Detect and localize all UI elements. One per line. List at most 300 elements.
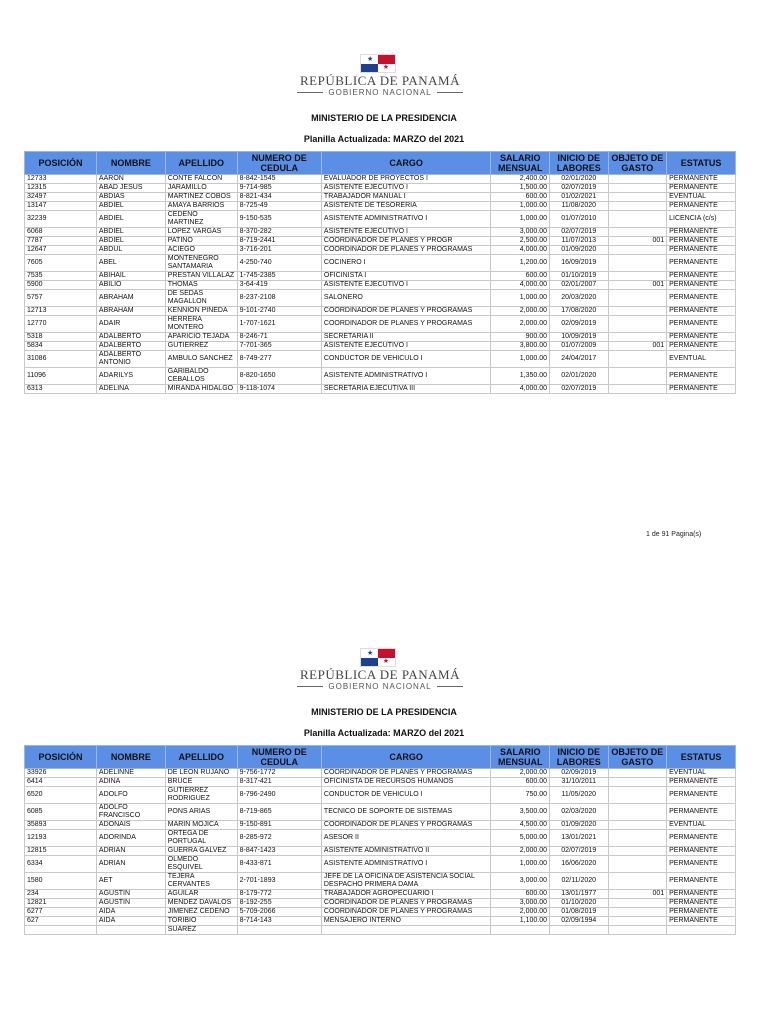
table-row xyxy=(25,351,736,368)
cell-estatus: PERMANENTE xyxy=(667,917,736,926)
table-row xyxy=(25,255,736,272)
cell-posicion: 12647 xyxy=(25,246,97,255)
cell-cedula xyxy=(237,926,321,935)
cell-objeto-gasto xyxy=(608,856,667,873)
cell-cargo: COORDINADOR DE PLANES Y PROGRAMAS xyxy=(321,769,491,778)
table-row xyxy=(25,246,736,255)
cell-cedula: 8-719-2441 xyxy=(237,237,321,246)
cell-inicio: 01/08/2019 xyxy=(550,908,609,917)
cell-objeto-gasto xyxy=(608,202,667,211)
table-row xyxy=(25,316,736,333)
cell-cedula: 8-179-772 xyxy=(237,890,321,899)
table-row xyxy=(25,873,736,890)
col-header: NOMBRE xyxy=(96,746,165,769)
republic-title: REPÚBLICA DE PANAMÁ xyxy=(300,73,460,88)
ministry-title: MINISTERIO DE LA PRESIDENCIA xyxy=(311,113,457,123)
cell-inicio: 11/07/2013 xyxy=(550,237,609,246)
cell-nombre: ADAIR xyxy=(96,316,165,333)
cell-estatus: PERMANENTE xyxy=(667,787,736,804)
cell-inicio: 02/01/2020 xyxy=(550,175,609,184)
cell-apellido: PRESTAN VILLALAZ xyxy=(165,272,237,281)
cell-cedula: 8-433-871 xyxy=(237,856,321,873)
cell-posicion: 12193 xyxy=(25,830,97,847)
cell-inicio: 02/07/2019 xyxy=(550,385,609,394)
cell-apellido: APARICIO TEJADA xyxy=(165,333,237,342)
cell-apellido: DE LEON RUJANO xyxy=(165,769,237,778)
cell-inicio: 13/01/1977 xyxy=(550,890,609,899)
cell-objeto-gasto xyxy=(608,307,667,316)
cell-cargo: ASISTENTE ADMINISTRATIVO II xyxy=(321,847,491,856)
table-row xyxy=(25,184,736,193)
cell-cedula: 2-701-1893 xyxy=(237,873,321,890)
cell-salario: 1,000.00 xyxy=(491,290,550,307)
cell-cedula: 8-821-434 xyxy=(237,193,321,202)
cell-cargo: COORDINADOR DE PLANES Y PROGRAMAS xyxy=(321,821,491,830)
cell-cargo: ASISTENTE EJECUTIVO I xyxy=(321,281,491,290)
cell-apellido: KENNION PINEDA xyxy=(165,307,237,316)
cell-cedula: 8-714-143 xyxy=(237,917,321,926)
cell-posicion: 6334 xyxy=(25,856,97,873)
cell-apellido: GUTIERREZ xyxy=(165,342,237,351)
cell-nombre: AIDA xyxy=(96,908,165,917)
cell-cargo: ASISTENTE EJECUTIVO I xyxy=(321,342,491,351)
panama-flag-icon: ★ ★ xyxy=(360,648,396,667)
cell-nombre: ABDIEL xyxy=(96,228,165,237)
planilla-subtitle: Planilla Actualizada: MARZO del 2021 xyxy=(303,728,465,738)
cell-inicio: 02/11/2020 xyxy=(550,873,609,890)
cell-inicio: 20/03/2020 xyxy=(550,290,609,307)
payroll-table xyxy=(24,745,736,935)
cell-cargo: COCINERO I xyxy=(321,255,491,272)
cell-estatus: PERMANENTE xyxy=(667,804,736,821)
table-row xyxy=(25,917,736,926)
cell-posicion: 6068 xyxy=(25,228,97,237)
table-row xyxy=(25,804,736,821)
cell-objeto-gasto xyxy=(608,873,667,890)
cell-estatus: EVENTUAL xyxy=(667,351,736,368)
cell-estatus: LICENCIA (c/s) xyxy=(667,211,736,228)
cell-nombre: ABEL xyxy=(96,255,165,272)
cell-nombre: ADALBERTO xyxy=(96,342,165,351)
cell-posicion: 31086 xyxy=(25,351,97,368)
cell-cargo: ASISTENTE EJECUTIVO I xyxy=(321,184,491,193)
cell-salario: 900.00 xyxy=(491,333,550,342)
cell-estatus: PERMANENTE xyxy=(667,281,736,290)
cell-apellido: ORTEGA DE PORTUGAL xyxy=(165,830,237,847)
table-header-row xyxy=(25,746,736,769)
cell-apellido: CONTE FALCON xyxy=(165,175,237,184)
cell-nombre: ADINA xyxy=(96,778,165,787)
government-subtitle: GOBIERNO NACIONAL xyxy=(280,682,480,691)
cell-apellido: JARAMILLO xyxy=(165,184,237,193)
cell-objeto-gasto xyxy=(608,804,667,821)
cell-nombre: ABDIEL xyxy=(96,237,165,246)
cell-cedula: 8-820-1650 xyxy=(237,368,321,385)
cell-estatus: PERMANENTE xyxy=(667,316,736,333)
table-row xyxy=(25,237,736,246)
table-row xyxy=(25,202,736,211)
cell-inicio: 02/09/2019 xyxy=(550,769,609,778)
cell-objeto-gasto xyxy=(608,333,667,342)
cell-inicio: 02/09/2019 xyxy=(550,316,609,333)
cell-objeto-gasto xyxy=(608,926,667,935)
cell-salario: 600.00 xyxy=(491,272,550,281)
cell-objeto-gasto xyxy=(608,316,667,333)
cell-posicion: 7535 xyxy=(25,272,97,281)
cell-inicio: 10/09/2019 xyxy=(550,333,609,342)
cell-apellido: AMBULO SANCHEZ xyxy=(165,351,237,368)
cell-objeto-gasto xyxy=(608,821,667,830)
cell-posicion: 6414 xyxy=(25,778,97,787)
table-row xyxy=(25,385,736,394)
cell-nombre: ADONAIS xyxy=(96,821,165,830)
cell-salario: 3,500.00 xyxy=(491,804,550,821)
cell-cedula: 7-701-365 xyxy=(237,342,321,351)
cell-cargo: COORDINADOR DE PLANES Y PROGR xyxy=(321,237,491,246)
col-header: POSICIÓN xyxy=(25,152,97,175)
cell-nombre: ADORINDA xyxy=(96,830,165,847)
table-row xyxy=(25,368,736,385)
cell-objeto-gasto: 001 xyxy=(608,281,667,290)
table-row xyxy=(25,342,736,351)
cell-salario: 600.00 xyxy=(491,778,550,787)
cell-estatus: PERMANENTE xyxy=(667,856,736,873)
cell-apellido: AGUILAR xyxy=(165,890,237,899)
cell-inicio: 11/05/2020 xyxy=(550,787,609,804)
col-header: NOMBRE xyxy=(96,152,165,175)
cell-salario: 2,000.00 xyxy=(491,316,550,333)
table-row xyxy=(25,290,736,307)
cell-nombre: ADALBERTO ANTONIO xyxy=(96,351,165,368)
cell-cedula: 1-707-1621 xyxy=(237,316,321,333)
col-header: APELLIDO xyxy=(165,152,237,175)
cell-nombre: ABDIAS xyxy=(96,193,165,202)
cell-nombre: ADRIAN xyxy=(96,847,165,856)
cell-cedula: 8-796-2490 xyxy=(237,787,321,804)
cell-cedula: 3-716-201 xyxy=(237,246,321,255)
cell-apellido: LOPEZ VARGAS xyxy=(165,228,237,237)
cell-inicio: 02/07/2019 xyxy=(550,228,609,237)
cell-nombre: ADOLFO xyxy=(96,787,165,804)
cell-nombre: ABDIEL xyxy=(96,211,165,228)
cell-cargo: SECRETARIA II xyxy=(321,333,491,342)
cell-posicion: 5834 xyxy=(25,342,97,351)
cell-cedula: 8-749-277 xyxy=(237,351,321,368)
cell-objeto-gasto xyxy=(608,917,667,926)
cell-cedula: 8-192-255 xyxy=(237,899,321,908)
col-header: INICIO DE LABORES xyxy=(550,746,609,769)
cell-cargo: COORDINADOR DE PLANES Y PROGRAMAS xyxy=(321,246,491,255)
cell-salario: 2,000.00 xyxy=(491,769,550,778)
cell-posicion: 32239 xyxy=(25,211,97,228)
cell-objeto-gasto xyxy=(608,908,667,917)
cell-posicion: 12315 xyxy=(25,184,97,193)
cell-nombre: ABILIO xyxy=(96,281,165,290)
cell-objeto-gasto: 001 xyxy=(608,890,667,899)
table-row xyxy=(25,211,736,228)
table-row xyxy=(25,821,736,830)
cell-inicio: 02/01/2007 xyxy=(550,281,609,290)
cell-nombre: ABDIEL xyxy=(96,202,165,211)
cell-objeto-gasto xyxy=(608,830,667,847)
cell-salario xyxy=(491,926,550,935)
cell-posicion: 627 xyxy=(25,917,97,926)
cell-salario: 1,000.00 xyxy=(491,211,550,228)
cell-posicion: 6313 xyxy=(25,385,97,394)
cell-posicion: 5318 xyxy=(25,333,97,342)
cell-posicion: 6277 xyxy=(25,908,97,917)
col-header: INICIO DE LABORES xyxy=(550,152,609,175)
cell-cedula: 4-250-740 xyxy=(237,255,321,272)
cell-inicio: 01/07/2009 xyxy=(550,342,609,351)
table-row xyxy=(25,228,736,237)
cell-inicio: 02/07/2019 xyxy=(550,184,609,193)
cell-salario: 2,000.00 xyxy=(491,307,550,316)
cell-cedula: 8-719-865 xyxy=(237,804,321,821)
cell-estatus: PERMANENTE xyxy=(667,290,736,307)
cell-salario: 600.00 xyxy=(491,193,550,202)
cell-nombre: AET xyxy=(96,873,165,890)
cell-estatus: PERMANENTE xyxy=(667,908,736,917)
cell-cargo: CONDUCTOR DE VEHICULO I xyxy=(321,787,491,804)
cell-salario: 1,200.00 xyxy=(491,255,550,272)
cell-salario: 5,000.00 xyxy=(491,830,550,847)
cell-cedula: 8-725-49 xyxy=(237,202,321,211)
cell-nombre: ADELINA xyxy=(96,385,165,394)
cell-posicion: 12733 xyxy=(25,175,97,184)
cell-posicion: 13147 xyxy=(25,202,97,211)
cell-objeto-gasto xyxy=(608,385,667,394)
cell-posicion: 12815 xyxy=(25,847,97,856)
cell-cargo: COORDINADOR DE PLANES Y PROGRAMAS xyxy=(321,316,491,333)
cell-salario: 1,500.00 xyxy=(491,184,550,193)
cell-estatus: PERMANENTE xyxy=(667,847,736,856)
table-header-row xyxy=(25,152,736,175)
cell-salario: 3,000.00 xyxy=(491,228,550,237)
cell-salario: 1,350.00 xyxy=(491,368,550,385)
cell-inicio xyxy=(550,926,609,935)
cell-posicion: 6520 xyxy=(25,787,97,804)
table-row xyxy=(25,193,736,202)
cell-posicion: 7605 xyxy=(25,255,97,272)
cell-inicio: 11/08/2020 xyxy=(550,202,609,211)
cell-cedula: 8-847-1423 xyxy=(237,847,321,856)
cell-nombre: ABRAHAM xyxy=(96,307,165,316)
cell-nombre: AIDA xyxy=(96,917,165,926)
col-header: SALARIO MENSUAL xyxy=(491,152,550,175)
cell-cargo: COORDINADOR DE PLANES Y PROGRAMAS xyxy=(321,908,491,917)
ministry-title: MINISTERIO DE LA PRESIDENCIA xyxy=(311,707,457,717)
cell-apellido: DE SEDAS MAGALLON xyxy=(165,290,237,307)
cell-apellido: MENDEZ DAVALOS xyxy=(165,899,237,908)
cell-cargo: MENSAJERO INTERNO xyxy=(321,917,491,926)
cell-objeto-gasto xyxy=(608,899,667,908)
cell-salario: 4,000.00 xyxy=(491,281,550,290)
cell-apellido: MARIN MOJICA xyxy=(165,821,237,830)
cell-salario: 1,100.00 xyxy=(491,917,550,926)
cell-posicion: 11096 xyxy=(25,368,97,385)
cell-cedula: 5-709-2066 xyxy=(237,908,321,917)
cell-cargo: SALONERO xyxy=(321,290,491,307)
cell-posicion: 35893 xyxy=(25,821,97,830)
cell-inicio: 02/07/2019 xyxy=(550,847,609,856)
cell-cedula: 9-714-985 xyxy=(237,184,321,193)
cell-salario: 2,400.00 xyxy=(491,175,550,184)
cell-cedula: 9-756-1772 xyxy=(237,769,321,778)
cell-apellido: THOMAS xyxy=(165,281,237,290)
cell-salario: 2,500.00 xyxy=(491,237,550,246)
cell-apellido: TEJERA CERVANTES xyxy=(165,873,237,890)
cell-cargo: OFICINISTA DE RECURSOS HUMANOS xyxy=(321,778,491,787)
cell-apellido: AMAYA BARRIOS xyxy=(165,202,237,211)
cell-inicio: 16/06/2020 xyxy=(550,856,609,873)
cell-salario: 3,000.00 xyxy=(491,873,550,890)
cell-nombre: AARON xyxy=(96,175,165,184)
cell-cargo: ASISTENTE EJECUTIVO I xyxy=(321,228,491,237)
cell-salario: 3,800.00 xyxy=(491,342,550,351)
table-row xyxy=(25,890,736,899)
cell-nombre: ABIHAIL xyxy=(96,272,165,281)
cell-nombre: ADALBERTO xyxy=(96,333,165,342)
cell-estatus: PERMANENTE xyxy=(667,830,736,847)
cell-objeto-gasto xyxy=(608,246,667,255)
table-row xyxy=(25,272,736,281)
cell-cargo: CONDUCTOR DE VEHICULO I xyxy=(321,351,491,368)
cell-posicion: 7787 xyxy=(25,237,97,246)
government-subtitle: GOBIERNO NACIONAL xyxy=(280,88,480,97)
cell-inicio: 24/04/2017 xyxy=(550,351,609,368)
cell-salario: 4,500.00 xyxy=(491,821,550,830)
planilla-subtitle: Planilla Actualizada: MARZO del 2021 xyxy=(303,134,465,144)
cell-objeto-gasto xyxy=(608,228,667,237)
cell-inicio: 16/09/2019 xyxy=(550,255,609,272)
cell-inicio: 17/08/2020 xyxy=(550,307,609,316)
cell-objeto-gasto: 001 xyxy=(608,342,667,351)
cell-objeto-gasto xyxy=(608,272,667,281)
cell-cedula: 9-150-535 xyxy=(237,211,321,228)
cell-cargo: TRABAJADOR AGROPECUARIO I xyxy=(321,890,491,899)
cell-objeto-gasto: 001 xyxy=(608,237,667,246)
cell-estatus: EVENTUAL xyxy=(667,193,736,202)
table-row xyxy=(25,175,736,184)
cell-posicion: 234 xyxy=(25,890,97,899)
cell-posicion: 5900 xyxy=(25,281,97,290)
cell-cedula: 9-118-1074 xyxy=(237,385,321,394)
cell-estatus: PERMANENTE xyxy=(667,385,736,394)
col-header: NUMERO DE CEDULA xyxy=(237,152,321,175)
cell-inicio: 13/01/2021 xyxy=(550,830,609,847)
cell-salario: 4,000.00 xyxy=(491,385,550,394)
table-row xyxy=(25,926,736,935)
cell-cedula: 9-101-2740 xyxy=(237,307,321,316)
cell-inicio: 01/09/2020 xyxy=(550,821,609,830)
cell-salario: 600.00 xyxy=(491,890,550,899)
cell-estatus: PERMANENTE xyxy=(667,368,736,385)
cell-estatus: PERMANENTE xyxy=(667,778,736,787)
table-row xyxy=(25,856,736,873)
cell-salario: 1,000.00 xyxy=(491,202,550,211)
cell-apellido: ACIEGO xyxy=(165,246,237,255)
cell-cedula: 8-237-2108 xyxy=(237,290,321,307)
cell-salario: 750.00 xyxy=(491,787,550,804)
cell-apellido: JIMENEZ CEDEÑO xyxy=(165,908,237,917)
col-header: OBJETO DE GASTO xyxy=(608,152,667,175)
cell-objeto-gasto xyxy=(608,255,667,272)
cell-nombre xyxy=(96,926,165,935)
cell-nombre: ABAD JESUS xyxy=(96,184,165,193)
cell-apellido: MARTINEZ COBOS xyxy=(165,193,237,202)
cell-cargo: ASISTENTE ADMINISTRATIVO I xyxy=(321,211,491,228)
cell-apellido: GARIBALDO CEBALLOS xyxy=(165,368,237,385)
col-header: POSICIÓN xyxy=(25,746,97,769)
page-number: 1 de 91 Pagina(s) xyxy=(646,531,702,538)
cell-objeto-gasto xyxy=(608,211,667,228)
table-row xyxy=(25,787,736,804)
table-row xyxy=(25,333,736,342)
cell-posicion: 32497 xyxy=(25,193,97,202)
cell-estatus: PERMANENTE xyxy=(667,873,736,890)
cell-cargo: ASISTENTE ADMINISTRATIVO I xyxy=(321,368,491,385)
cell-inicio: 02/03/2020 xyxy=(550,804,609,821)
cell-estatus xyxy=(667,926,736,935)
payroll-table xyxy=(24,151,736,394)
cell-inicio: 01/02/2021 xyxy=(550,193,609,202)
cell-salario: 1,000.00 xyxy=(491,856,550,873)
cell-estatus: PERMANENTE xyxy=(667,307,736,316)
cell-objeto-gasto xyxy=(608,351,667,368)
table-row xyxy=(25,908,736,917)
table-row xyxy=(25,778,736,787)
cell-estatus: PERMANENTE xyxy=(667,890,736,899)
cell-apellido: HERRERA MONTERO xyxy=(165,316,237,333)
cell-estatus: PERMANENTE xyxy=(667,237,736,246)
cell-posicion: 1580 xyxy=(25,873,97,890)
cell-cedula: 8-246-71 xyxy=(237,333,321,342)
cell-posicion: 5757 xyxy=(25,290,97,307)
cell-estatus: PERMANENTE xyxy=(667,202,736,211)
table-row xyxy=(25,830,736,847)
cell-cargo: COORDINADOR DE PLANES Y PROGRAMAS xyxy=(321,307,491,316)
cell-nombre: ADARILYS xyxy=(96,368,165,385)
cell-apellido: PATIÑO xyxy=(165,237,237,246)
cell-salario: 2,000.00 xyxy=(491,847,550,856)
cell-cedula: 8-370-282 xyxy=(237,228,321,237)
cell-nombre: ABRAHAM xyxy=(96,290,165,307)
cell-inicio: 01/09/2020 xyxy=(550,246,609,255)
cell-objeto-gasto xyxy=(608,184,667,193)
cell-apellido: MONTENEGRO SANTAMARIA xyxy=(165,255,237,272)
cell-cargo: TRABAJADOR MANUAL I xyxy=(321,193,491,202)
cell-objeto-gasto xyxy=(608,368,667,385)
cell-posicion: 33926 xyxy=(25,769,97,778)
cell-estatus: PERMANENTE xyxy=(667,899,736,908)
cell-cedula: 9-150-891 xyxy=(237,821,321,830)
republic-title: REPÚBLICA DE PANAMÁ xyxy=(300,667,460,682)
cell-estatus: PERMANENTE xyxy=(667,272,736,281)
cell-cedula: 8-842-1545 xyxy=(237,175,321,184)
col-header: CARGO xyxy=(321,152,491,175)
cell-nombre: ADELINNE xyxy=(96,769,165,778)
cell-cargo: ASESOR II xyxy=(321,830,491,847)
cell-estatus: PERMANENTE xyxy=(667,255,736,272)
cell-posicion xyxy=(25,926,97,935)
col-header: SALARIO MENSUAL xyxy=(491,746,550,769)
cell-salario: 1,000.00 xyxy=(491,351,550,368)
cell-apellido: OLMEDO ESQUIVEL xyxy=(165,856,237,873)
cell-cargo: SECRETARIA EJECUTIVA III xyxy=(321,385,491,394)
cell-cargo: OFICINISTA I xyxy=(321,272,491,281)
cell-cargo: JEFE DE LA OFICINA DE ASISTENCIA SOCIAL DESPACHO PRIMERA DAMA xyxy=(321,873,491,890)
